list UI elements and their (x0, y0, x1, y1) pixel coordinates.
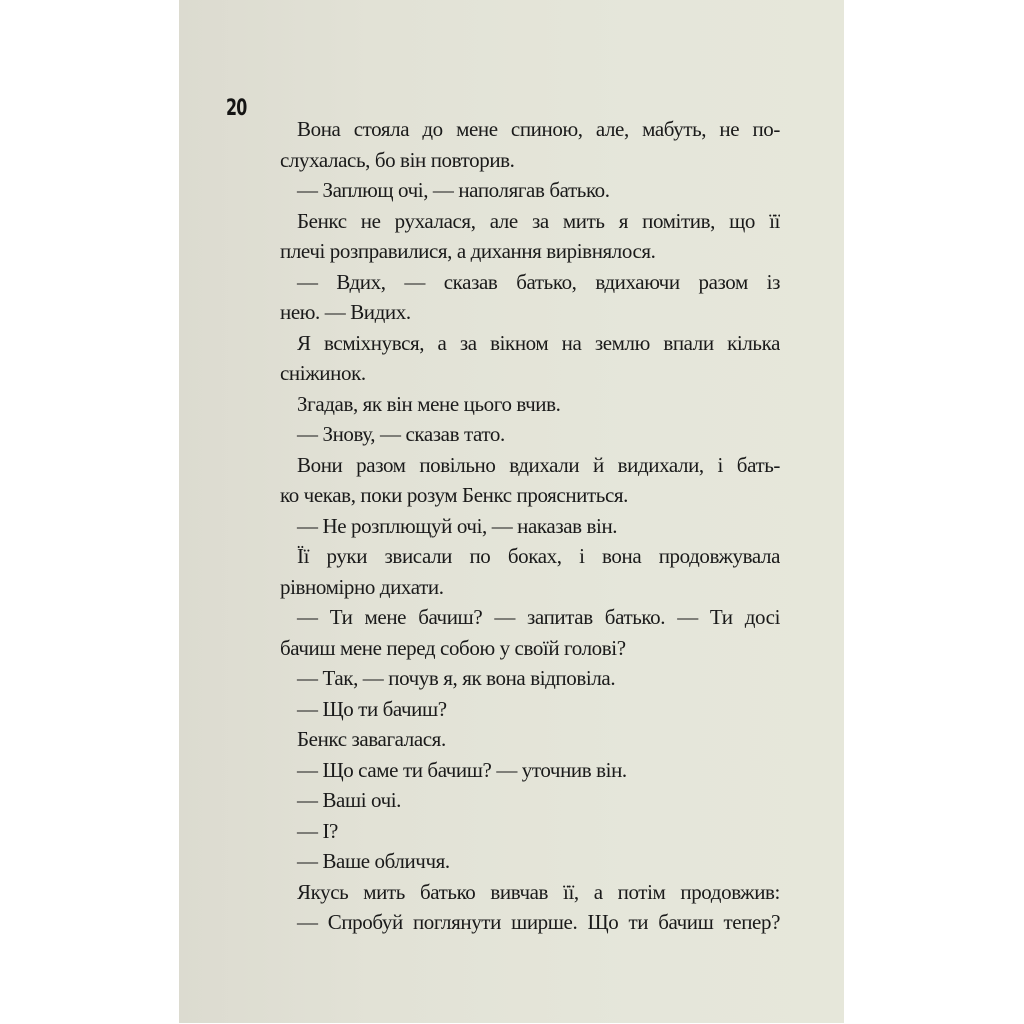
text-line: Згадав, як він мене цього вчив. (297, 391, 561, 416)
text-line: — Заплющ очі, — наполягав батько. (297, 178, 610, 202)
page-number: 20 (226, 96, 247, 121)
text-line: Бенкс не рухалася, але за мить я помітив, що її (297, 208, 780, 233)
text-line: — Спробуй поглянути ширше. Що ти бачиш тепер? (297, 910, 780, 934)
text-line: — Так, — почув я, як вона відповіла. (297, 666, 616, 690)
text-line: — Ваші очі. (297, 788, 402, 812)
text-line: ко чекав, поки розум Бенкс проясниться. (280, 483, 628, 507)
text-line: Бенкс завагалася. (297, 727, 446, 751)
text-line: — Що саме ти бачиш? — уточнив він. (297, 757, 627, 782)
text-line: Вони разом повільно вдихали й видихали, і бать- (297, 452, 780, 477)
text-line: — Що ти бачиш? (297, 696, 447, 721)
text-line: Її руки звисали по боках, і вона продовжувала (297, 544, 780, 568)
text-line: сніжинок. (280, 361, 366, 385)
text-line: слухалась, бо він повторив. (280, 147, 515, 172)
text-line: — Ваше обличчя. (297, 849, 450, 873)
text-line: — Знову, — сказав тато. (297, 422, 505, 446)
text-line: — І? (297, 818, 338, 843)
text-line: Вона стояла до мене спиною, але, мабуть, не по- (297, 117, 780, 141)
text-line: — Ти мене бачиш? — запитав батько. — Ти досі (297, 605, 780, 629)
text-line: Якусь мить батько вивчав її, а потім продовжив: (297, 879, 780, 904)
text-line: плечі розправилися, а дихання вирівнялося. (280, 239, 656, 263)
text-line: рівномірно дихати. (280, 574, 444, 599)
page-text-body (280, 114, 780, 938)
text-line: бачиш мене перед собою у своїй голові? (280, 635, 626, 660)
text-line: — Вдих, — сказав батько, вдихаючи разом із (297, 269, 780, 294)
text-line: нею. — Видих. (280, 300, 411, 324)
text-line: — Не розплющуй очі, — наказав він. (297, 513, 618, 538)
text-line: Я всміхнувся, а за вікном на землю впали кілька (297, 330, 780, 355)
